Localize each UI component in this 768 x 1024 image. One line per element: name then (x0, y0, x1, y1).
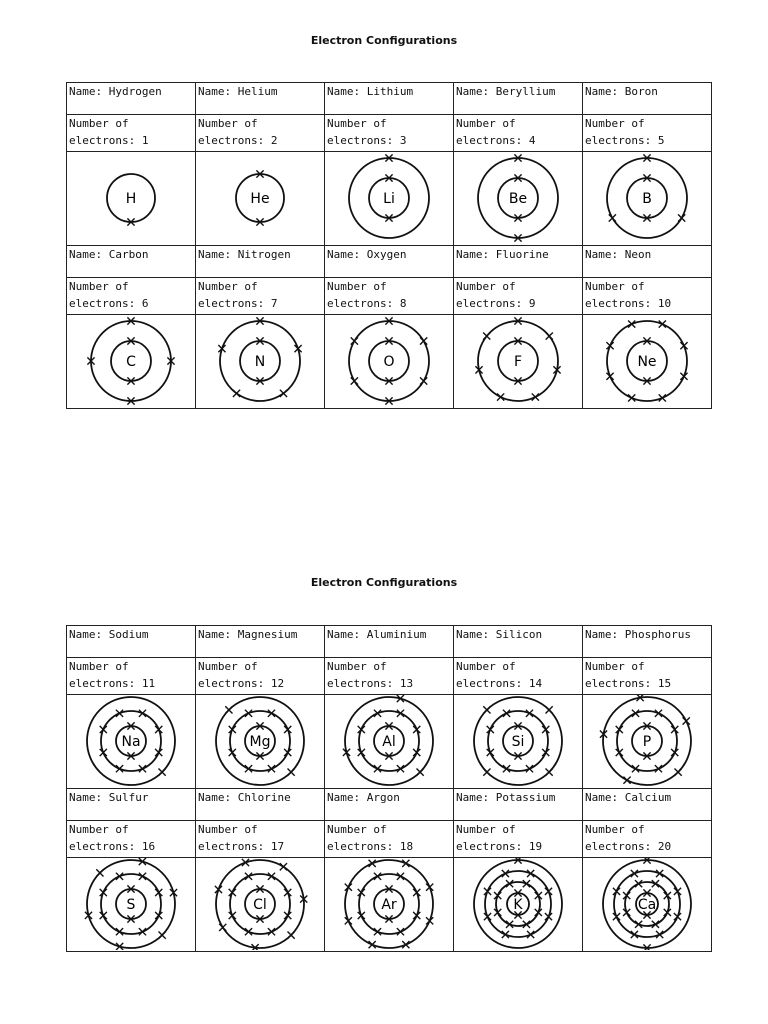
electron-count-label: Number of (327, 280, 387, 293)
bohr-diagram (198, 315, 322, 407)
element-name-cell: Name: Helium (196, 83, 325, 115)
bohr-diagram (456, 315, 580, 407)
electron-count-label: Number of (585, 660, 645, 673)
bohr-diagram (69, 695, 193, 787)
electron-count-label: Number of (198, 117, 258, 130)
element-symbol: Cl (253, 897, 267, 913)
electron-mark (483, 332, 490, 339)
element-symbol: B (642, 191, 652, 207)
bohr-diagram (198, 858, 322, 950)
element-symbol: Li (383, 191, 395, 207)
element-name-cell: Name: Calcium (583, 789, 712, 821)
bohr-diagram-cell (67, 858, 196, 952)
element-symbol: F (513, 354, 523, 370)
electron-count-value: electrons: 5 (585, 134, 665, 147)
bohr-diagram-cell (196, 315, 325, 409)
bohr-diagram (456, 152, 580, 244)
bohr-diagram-cell (583, 695, 712, 789)
electron-count-label: Number of (456, 660, 516, 673)
bohr-diagram (69, 152, 193, 244)
element-symbol: Ne (637, 354, 657, 370)
bohr-diagram (69, 858, 193, 950)
bohr-diagram-cell (196, 858, 325, 952)
electron-count-label: Number of (456, 117, 516, 130)
electron-mark (546, 706, 553, 713)
electron-count-label: Number of (456, 280, 516, 293)
electron-mark (280, 863, 287, 870)
electron-count-label: Number of (585, 280, 645, 293)
electron-mark (683, 717, 690, 724)
bohr-diagram-cell (454, 858, 583, 952)
electron-count-label: Number of (69, 280, 129, 293)
bohr-diagram-cell (454, 152, 583, 246)
electron-mark (96, 869, 103, 876)
electron-count-cell (67, 658, 196, 695)
electron-count-label: Number of (69, 117, 129, 130)
element-symbol: P (642, 734, 652, 750)
bohr-diagram (585, 858, 709, 950)
electron-count-value: electrons: 18 (327, 840, 414, 853)
electron-count-label: Number of (327, 823, 387, 836)
bohr-diagram (456, 858, 580, 950)
element-name-cell: Name: Argon (325, 789, 454, 821)
electron-count-value: electrons: 10 (585, 297, 672, 310)
element-name-cell: Name: Oxygen (325, 246, 454, 278)
element-symbol: Mg (249, 734, 271, 750)
electron-count-cell (454, 821, 583, 858)
element-symbol: Ca (637, 897, 657, 913)
electron-mark (280, 390, 287, 397)
element-symbol: He (250, 191, 270, 207)
electron-count-value: electrons: 13 (327, 677, 414, 690)
electron-mark (351, 377, 358, 384)
element-name-cell: Name: Chlorine (196, 789, 325, 821)
section-2-title: Electron Configurations (310, 576, 458, 589)
bohr-diagram (456, 695, 580, 787)
bohr-diagram-cell (196, 695, 325, 789)
electron-count-value: electrons: 3 (327, 134, 407, 147)
electron-mark (483, 769, 490, 776)
electron-mark (288, 932, 295, 939)
section-1-title: Electron Configurations (310, 34, 458, 47)
electron-count-cell (196, 658, 325, 695)
electron-mark (609, 214, 616, 221)
electron-count-value: electrons: 16 (69, 840, 156, 853)
bohr-diagram-cell (325, 315, 454, 409)
electron-mark (159, 932, 166, 939)
bohr-diagram-cell (67, 695, 196, 789)
electron-count-value: electrons: 12 (198, 677, 285, 690)
section-1-table (66, 82, 712, 409)
electron-count-value: electrons: 14 (456, 677, 543, 690)
element-symbol: Be (508, 191, 528, 207)
electron-mark (159, 769, 166, 776)
electron-count-cell (454, 278, 583, 315)
bohr-diagram-cell (325, 152, 454, 246)
electron-count-cell (583, 658, 712, 695)
electron-count-cell (325, 115, 454, 152)
electron-count-cell (196, 278, 325, 315)
electron-mark (426, 884, 433, 891)
element-name-cell: Name: Sulfur (67, 789, 196, 821)
element-symbol: C (126, 354, 136, 370)
bohr-diagram (327, 152, 451, 244)
element-name-cell: Name: Boron (583, 83, 712, 115)
electron-mark (546, 769, 553, 776)
element-name-cell: Name: Lithium (325, 83, 454, 115)
bohr-diagram-cell (325, 858, 454, 952)
electron-mark (402, 860, 409, 867)
element-name-cell: Name: Phosphorus (583, 626, 712, 658)
bohr-diagram-cell (196, 152, 325, 246)
electron-count-value: electrons: 19 (456, 840, 543, 853)
bohr-diagram-cell (67, 152, 196, 246)
element-symbol: S (126, 897, 136, 913)
bohr-diagram (327, 315, 451, 407)
electron-count-value: electrons: 9 (456, 297, 536, 310)
element-name-cell: Name: Hydrogen (67, 83, 196, 115)
element-name-cell: Name: Nitrogen (196, 246, 325, 278)
bohr-diagram (585, 152, 709, 244)
electron-count-cell (196, 115, 325, 152)
element-name-cell: Name: Beryllium (454, 83, 583, 115)
element-name-cell: Name: Fluorine (454, 246, 583, 278)
electron-count-value: electrons: 8 (327, 297, 407, 310)
electron-mark (420, 377, 427, 384)
electron-mark (369, 860, 376, 867)
bohr-diagram (198, 695, 322, 787)
electron-count-label: Number of (69, 660, 129, 673)
electron-mark (420, 337, 427, 344)
element-name-cell: Name: Neon (583, 246, 712, 278)
electron-count-label: Number of (327, 117, 387, 130)
electron-mark (369, 941, 376, 948)
electron-mark (417, 769, 424, 776)
element-name-cell: Name: Silicon (454, 626, 583, 658)
electron-count-label: Number of (69, 823, 129, 836)
electron-count-cell (67, 278, 196, 315)
element-symbol: Al (382, 734, 396, 750)
bohr-diagram (327, 695, 451, 787)
element-name-cell: Name: Potassium (454, 789, 583, 821)
bohr-diagram (585, 315, 709, 407)
bohr-diagram-cell (67, 315, 196, 409)
electron-mark (402, 941, 409, 948)
electron-count-cell (67, 115, 196, 152)
bohr-diagram-cell (454, 315, 583, 409)
electron-mark (497, 393, 504, 400)
electron-count-label: Number of (198, 280, 258, 293)
element-symbol: Si (511, 734, 525, 750)
electron-mark (675, 769, 682, 776)
element-name-cell: Name: Carbon (67, 246, 196, 278)
element-symbol: Na (121, 734, 141, 750)
electron-count-value: electrons: 4 (456, 134, 536, 147)
electron-mark (546, 332, 553, 339)
electron-count-value: electrons: 20 (585, 840, 672, 853)
electron-mark (233, 390, 240, 397)
section-2-table (66, 625, 712, 952)
electron-mark (219, 924, 226, 931)
electron-count-cell (454, 115, 583, 152)
electron-mark (345, 917, 352, 924)
electron-count-cell (583, 278, 712, 315)
electron-mark (623, 777, 630, 784)
element-symbol: O (383, 354, 395, 370)
bohr-diagram (69, 315, 193, 407)
electron-count-cell (325, 821, 454, 858)
electron-count-value: electrons: 15 (585, 677, 672, 690)
electron-mark (351, 337, 358, 344)
bohr-diagram-cell (325, 695, 454, 789)
electron-count-value: electrons: 1 (69, 134, 149, 147)
electron-count-label: Number of (327, 660, 387, 673)
electron-count-cell (583, 821, 712, 858)
element-name-cell: Name: Magnesium (196, 626, 325, 658)
electron-mark (288, 769, 295, 776)
bohr-diagram (327, 858, 451, 950)
electron-count-value: electrons: 6 (69, 297, 149, 310)
element-symbol: N (254, 354, 266, 370)
bohr-diagram (198, 152, 322, 244)
bohr-diagram (585, 695, 709, 787)
bohr-diagram-cell (583, 315, 712, 409)
electron-count-label: Number of (585, 823, 645, 836)
element-name-cell: Name: Sodium (67, 626, 196, 658)
electron-mark (426, 917, 433, 924)
electron-count-label: Number of (456, 823, 516, 836)
element-symbol: K (513, 897, 523, 913)
bohr-diagram-cell (583, 152, 712, 246)
electron-count-label: Number of (585, 117, 645, 130)
electron-mark (345, 884, 352, 891)
electron-count-value: electrons: 17 (198, 840, 285, 853)
electron-count-label: Number of (198, 823, 258, 836)
electron-count-value: electrons: 7 (198, 297, 278, 310)
electron-mark (678, 214, 685, 221)
electron-count-cell (583, 115, 712, 152)
electron-count-cell (196, 821, 325, 858)
electron-count-cell (67, 821, 196, 858)
bohr-diagram-cell (583, 858, 712, 952)
electron-count-value: electrons: 2 (198, 134, 278, 147)
electron-mark (225, 706, 232, 713)
electron-mark (532, 393, 539, 400)
element-symbol: Ar (381, 897, 397, 913)
electron-count-cell (454, 658, 583, 695)
element-name-cell: Name: Aluminium (325, 626, 454, 658)
bohr-diagram-cell (454, 695, 583, 789)
electron-count-value: electrons: 11 (69, 677, 156, 690)
electron-count-cell (325, 278, 454, 315)
electron-count-label: Number of (198, 660, 258, 673)
electron-mark (483, 706, 490, 713)
element-symbol: H (125, 191, 137, 207)
electron-count-cell (325, 658, 454, 695)
